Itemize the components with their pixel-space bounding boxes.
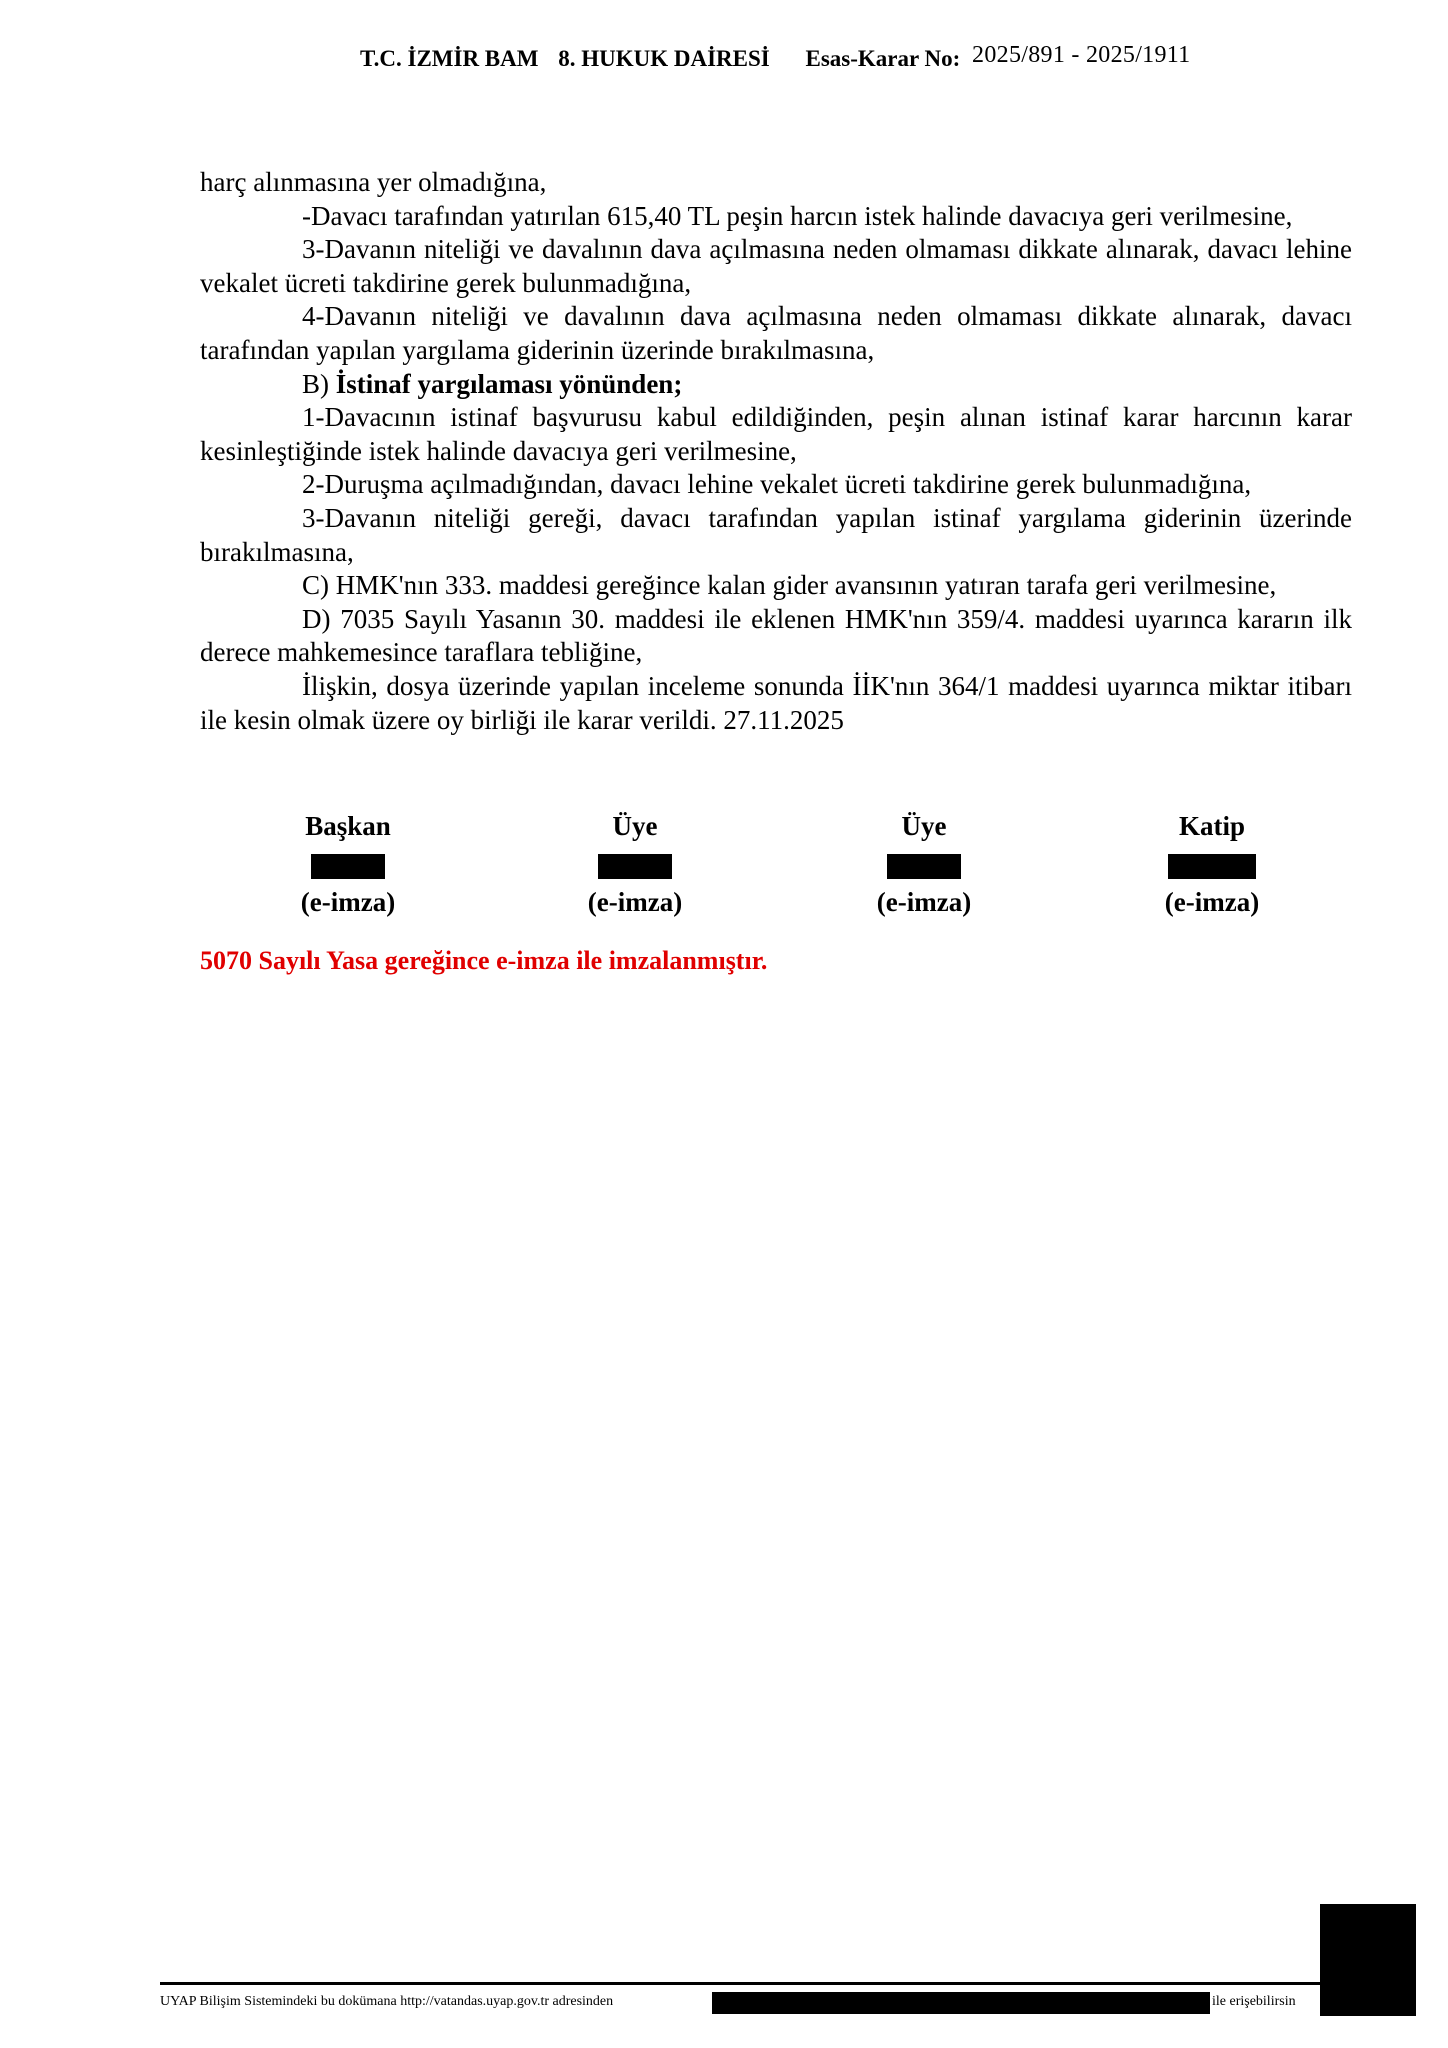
signature-baskan: [248, 808, 448, 919]
redacted-access-code: [712, 1992, 1210, 2014]
case-numbers: 2025/891 - 2025/1911: [972, 42, 1191, 68]
footer-divider: [160, 1982, 1320, 1985]
signature-title: Başkan: [305, 811, 391, 841]
paragraph-7: 3-Davanın niteliği gereği, davacı tarafından yapılan istinaf yargılama giderinin üzerinde bırakılmasına,: [200, 502, 1352, 567]
redacted-name: [887, 854, 961, 879]
footer: [160, 1992, 1320, 2016]
decision-body: [200, 166, 1352, 737]
signature-block: [200, 808, 1352, 928]
signature-katip: [1112, 808, 1312, 919]
footer-access-text: UYAP Bilişim Sistemindeki bu dokümana http://vatandas.uyap.gov.tr adresinden: [160, 1994, 614, 2009]
redacted-name: [598, 854, 672, 879]
signature-note: (e-imza): [1164, 887, 1260, 917]
redacted-name: [1168, 854, 1256, 879]
signature-title: Üye: [901, 811, 947, 841]
paragraph-9: D) 7035 Sayılı Yasanın 30. maddesi ile eklenen HMK'nın 359/4. maddesi uyarınca kararın ilk derece mahkemesince taraflara tebliğine,: [200, 603, 1352, 668]
signature-title: Üye: [612, 811, 658, 841]
paragraph-2: 3-Davanın niteliği ve davalının dava açılmasına neden olmaması dikkate alınarak, davacı lehine vekalet ücreti takdirine gerek bulunmadığına,: [200, 234, 1352, 298]
e-signature-notice: 5070 Sayılı Yasa gereğince e-imza ile imzalanmıştır.: [200, 946, 768, 975]
signature-note: (e-imza): [876, 887, 972, 917]
signature-title: Katip: [1178, 811, 1245, 841]
court-name: T.C. İZMİR BAM: [360, 46, 539, 71]
signature-note: (e-imza): [300, 887, 396, 917]
signature-uye-2: [824, 808, 1024, 919]
paragraph-4: [200, 368, 1352, 402]
paragraph-8: C) HMK'nın 333. maddesi gereğince kalan gider avansının yatıran tarafa geri verilmesine,: [302, 570, 1277, 601]
paragraph-6: 2-Duruşma açılmadığından, davacı lehine vekalet ücreti takdirine gerek bulunmadığına,: [302, 469, 1252, 500]
paragraph-1: -Davacı tarafından yatırılan 615,40 TL peşin harcın istek halinde davacıya geri verilmesine,: [302, 200, 1293, 231]
redacted-name: [311, 854, 385, 879]
paragraph-3: 4-Davanın niteliği ve davalının dava açılmasına neden olmaması dikkate alınarak, davacı tarafından yapılan yargılama giderinin üzerinde bırakılmasına,: [200, 301, 1352, 365]
signature-note: (e-imza): [587, 887, 683, 917]
section-b-prefix: B): [302, 368, 336, 399]
paragraph-10: İlişkin, dosya üzerinde yapılan inceleme sonunda İİK'nın 364/1 maddesi uyarınca miktar itibarı ile kesin olmak üzere oy birliği ile karar verildi. 27.11.2025: [200, 670, 1352, 735]
section-b-heading: İstinaf yargılaması yönünden;: [335, 368, 683, 399]
paragraph-0: harç alınmasına yer olmadığına,: [200, 167, 547, 197]
document-header: [360, 42, 1240, 86]
chamber-name: 8. HUKUK DAİRESİ: [558, 46, 770, 71]
signature-uye-1: [535, 808, 735, 919]
footer-access-suffix: ile erişebilirsin: [1212, 1994, 1296, 2009]
paragraph-5: 1-Davacının istinaf başvurusu kabul edildiğinden, peşin alınan istinaf karar harcının karar kesinleştiğinde istek halinde davacıya geri verilmesine,: [200, 402, 1352, 466]
case-number-label: Esas-Karar No:: [805, 46, 961, 71]
redacted-qr-code: [1320, 1904, 1416, 2016]
